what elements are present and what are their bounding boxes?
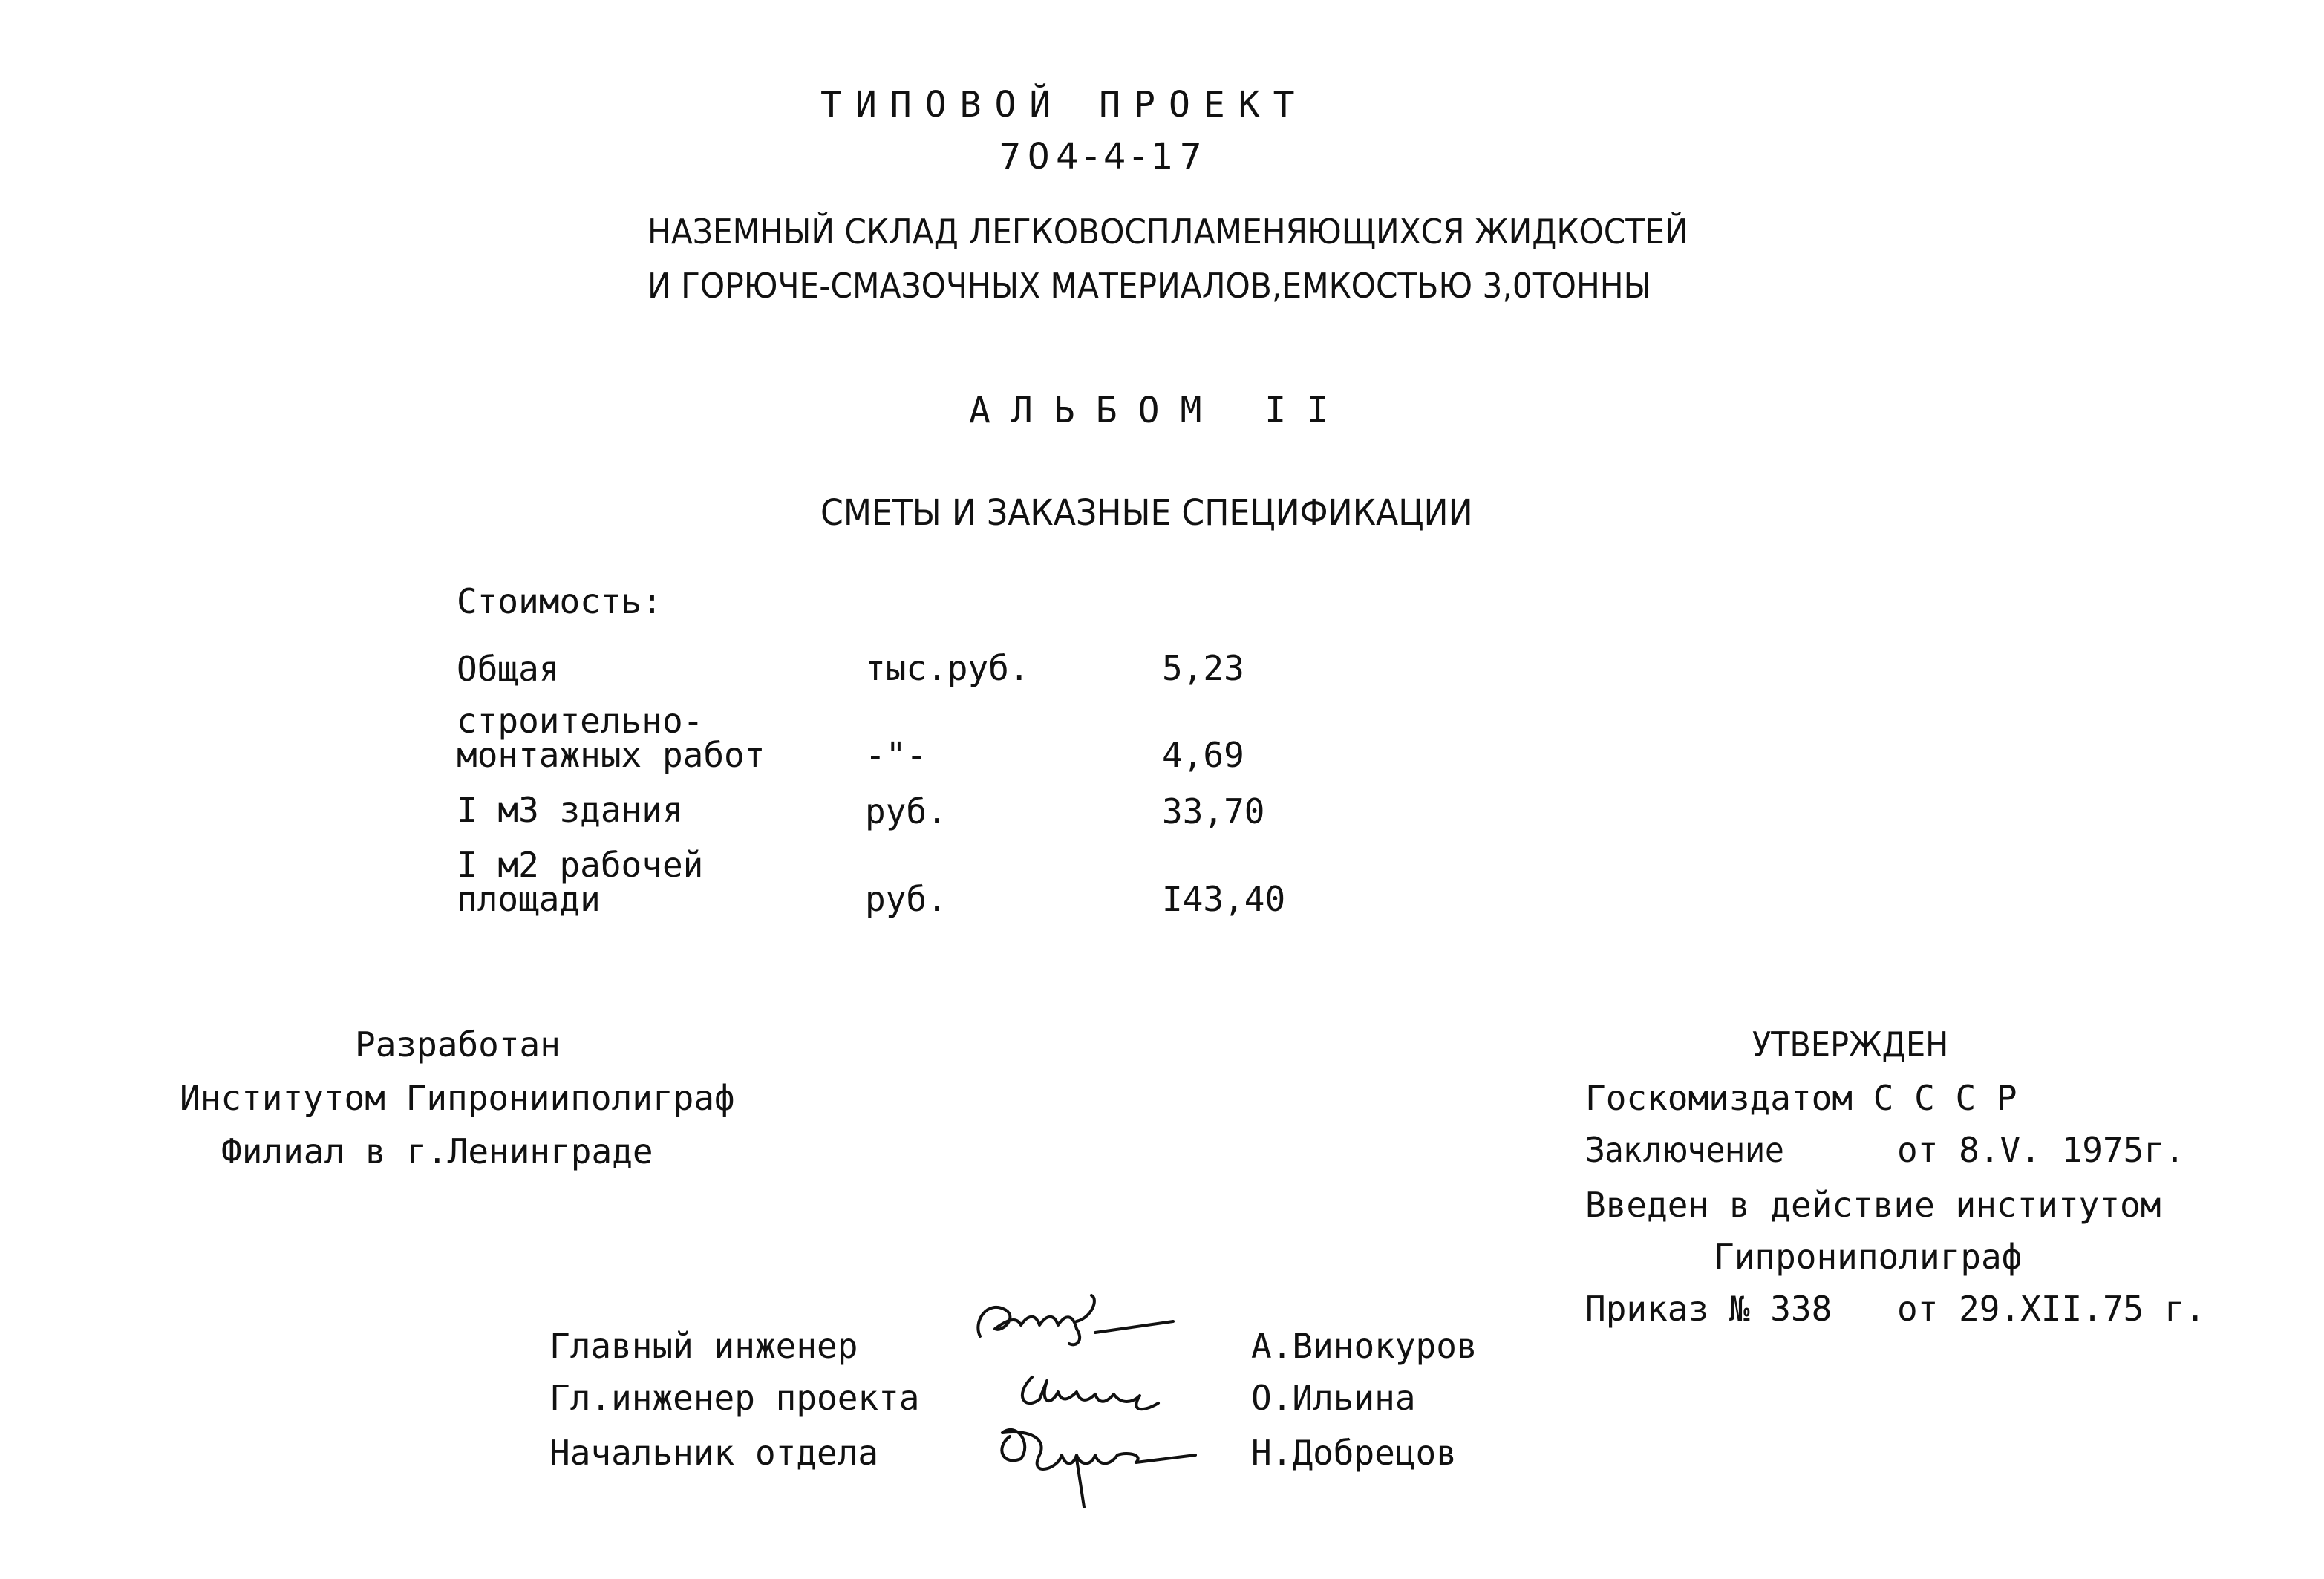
cost-row-unit: руб. xyxy=(865,879,947,919)
enacted-line: Введен в действие институтом xyxy=(1585,1185,2161,1225)
cost-row-value: I43,40 xyxy=(1162,879,1286,919)
developed-by-branch: Филиал в г.Ленинграде xyxy=(221,1131,653,1171)
signature-role: Главный инженер xyxy=(549,1326,858,1366)
developed-by-institute: Институтом Гипронииполиграф xyxy=(180,1078,735,1118)
signature-role: Гл.инженер проекта xyxy=(549,1378,920,1418)
cost-row-value: 4,69 xyxy=(1162,735,1244,775)
signature-role: Начальник отдела xyxy=(549,1433,879,1473)
cost-row-label: I м2 рабочей площади xyxy=(457,845,704,919)
approved-heading: УТВЕРЖДЕН xyxy=(1752,1024,1949,1065)
handwritten-signature xyxy=(1010,1359,1181,1418)
order-date: от 29.XII.75 г. xyxy=(1897,1289,2206,1329)
approved-by-committee: Госкомиздатом С С С Р xyxy=(1585,1078,2017,1118)
document-type-title: ТИПОВОЙ ПРОЕКТ xyxy=(820,84,1308,125)
handwritten-signature xyxy=(988,1414,1210,1511)
cost-row-unit: -"- xyxy=(865,735,927,775)
project-subtitle-line-2: И ГОРЮЧЕ-СМАЗОЧНЫХ МАТЕРИАЛОВ,ЕМКОСТЬЮ 3,0ТОННЫ xyxy=(647,266,1651,306)
signatory-name: Н.Добрецов xyxy=(1251,1433,1457,1473)
conclusion-date: от 8.V. 1975г. xyxy=(1897,1130,2185,1170)
signatory-name: О.Ильина xyxy=(1251,1378,1416,1418)
handwritten-signature xyxy=(965,1292,1188,1351)
section-title: СМЕТЫ И ЗАКАЗНЫЕ СПЕЦИФИКАЦИИ xyxy=(820,492,1473,534)
cost-row-label: строительно- монтажных работ xyxy=(457,701,766,775)
signatory-name: А.Винокуров xyxy=(1251,1326,1478,1366)
project-number: 704-4-17 xyxy=(999,136,1208,177)
project-subtitle-line-1: НАЗЕМНЫЙ СКЛАД ЛЕГКОВОСПЛАМЕНЯЮЩИХСЯ ЖИДКОСТЕЙ xyxy=(647,212,1688,252)
cost-row-unit: руб. xyxy=(865,791,947,831)
developed-by-heading: Разработан xyxy=(355,1024,561,1065)
cost-row-label: I м3 здания xyxy=(457,790,683,830)
cost-row-value: 5,23 xyxy=(1162,648,1244,688)
cost-row-value: 33,70 xyxy=(1162,791,1265,831)
album-title: АЛЬБОМ II xyxy=(969,390,1350,431)
enacted-institute: Гипрониполиграф xyxy=(1714,1237,2023,1277)
order-number: Приказ № 338 xyxy=(1585,1289,1832,1329)
conclusion-label: Заключение xyxy=(1585,1130,1784,1170)
cost-row-unit: тыс.руб. xyxy=(865,648,1030,688)
cost-heading: Стоимость: xyxy=(457,581,662,621)
cost-row-label: Общая xyxy=(457,649,560,689)
